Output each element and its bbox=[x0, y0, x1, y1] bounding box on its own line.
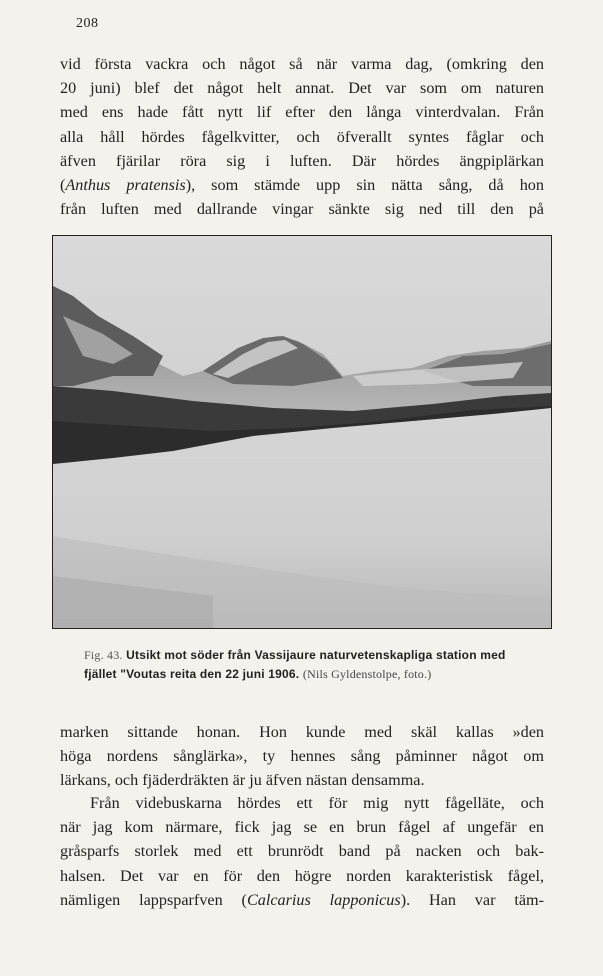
text-line-with-species: nämligen lappsparfven (Calcarius lapponicus). Han var täm- bbox=[60, 890, 544, 909]
text-line: vid första vackra och något så när varma dag, (omkring den bbox=[60, 55, 544, 73]
text-line: lärkans, och fjäderdräkten är ju äfven nästan densamma. bbox=[60, 771, 425, 790]
landscape-photograph bbox=[52, 235, 552, 629]
page-number: 208 bbox=[76, 16, 99, 31]
figure-caption bbox=[84, 646, 550, 684]
text-line: höga nordens sånglärka», ty hennes sång påminner något om bbox=[60, 747, 544, 766]
caption-text-line-1: Utsikt mot söder från Vassijaure naturvetenskapliga station med bbox=[126, 648, 506, 662]
mountain-lake-photo bbox=[53, 236, 551, 628]
paragraph-bottom-2 bbox=[60, 791, 544, 912]
text-line: gråsparfs storlek med ett brunrödt band på nacken och bak- bbox=[60, 842, 544, 861]
caption-text-line-2: fjället "Voutas reita den 22 juni 1906. bbox=[84, 667, 300, 681]
text-line: marken sittande honan. Hon kunde med skäl kallas »den bbox=[60, 723, 544, 741]
text-line: Från videbuskarna hördes ett för mig nytt fågelläte, och bbox=[90, 794, 544, 812]
figure-label: Fig. 43. bbox=[84, 648, 123, 662]
text-line: 20 juni) blef det något helt annat. Det var som om naturen bbox=[60, 79, 544, 98]
text-line: från luften med dallrande vingar sänkte sig ned till den på bbox=[60, 200, 544, 219]
photo-credit: (Nils Gyldenstolpe, foto.) bbox=[302, 667, 432, 681]
text-line: halsen. Det var en för den högre norden karakteristisk fågel, bbox=[60, 866, 544, 885]
paragraph-bottom-1 bbox=[60, 720, 544, 793]
species-name: Anthus pratensis bbox=[65, 176, 186, 195]
text-line: äfven fjärilar röra sig i luften. Där hördes ängpiplärkan bbox=[60, 151, 544, 170]
paragraph-top bbox=[60, 52, 544, 221]
text-line-with-species: (Anthus pratensis), som stämde upp sin nätta sång, då hon bbox=[60, 176, 544, 195]
text-line: alla håll hördes fågelkvitter, och öfverallt syntes fåglar och bbox=[60, 127, 544, 146]
text-line: med ens hade fått nytt lif efter den långa vinterdvalan. Från bbox=[60, 103, 544, 122]
species-name: Calcarius lapponicus bbox=[246, 890, 401, 909]
text-line: när jag kom närmare, fick jag se en brun fågel af ungefär en bbox=[60, 818, 544, 837]
